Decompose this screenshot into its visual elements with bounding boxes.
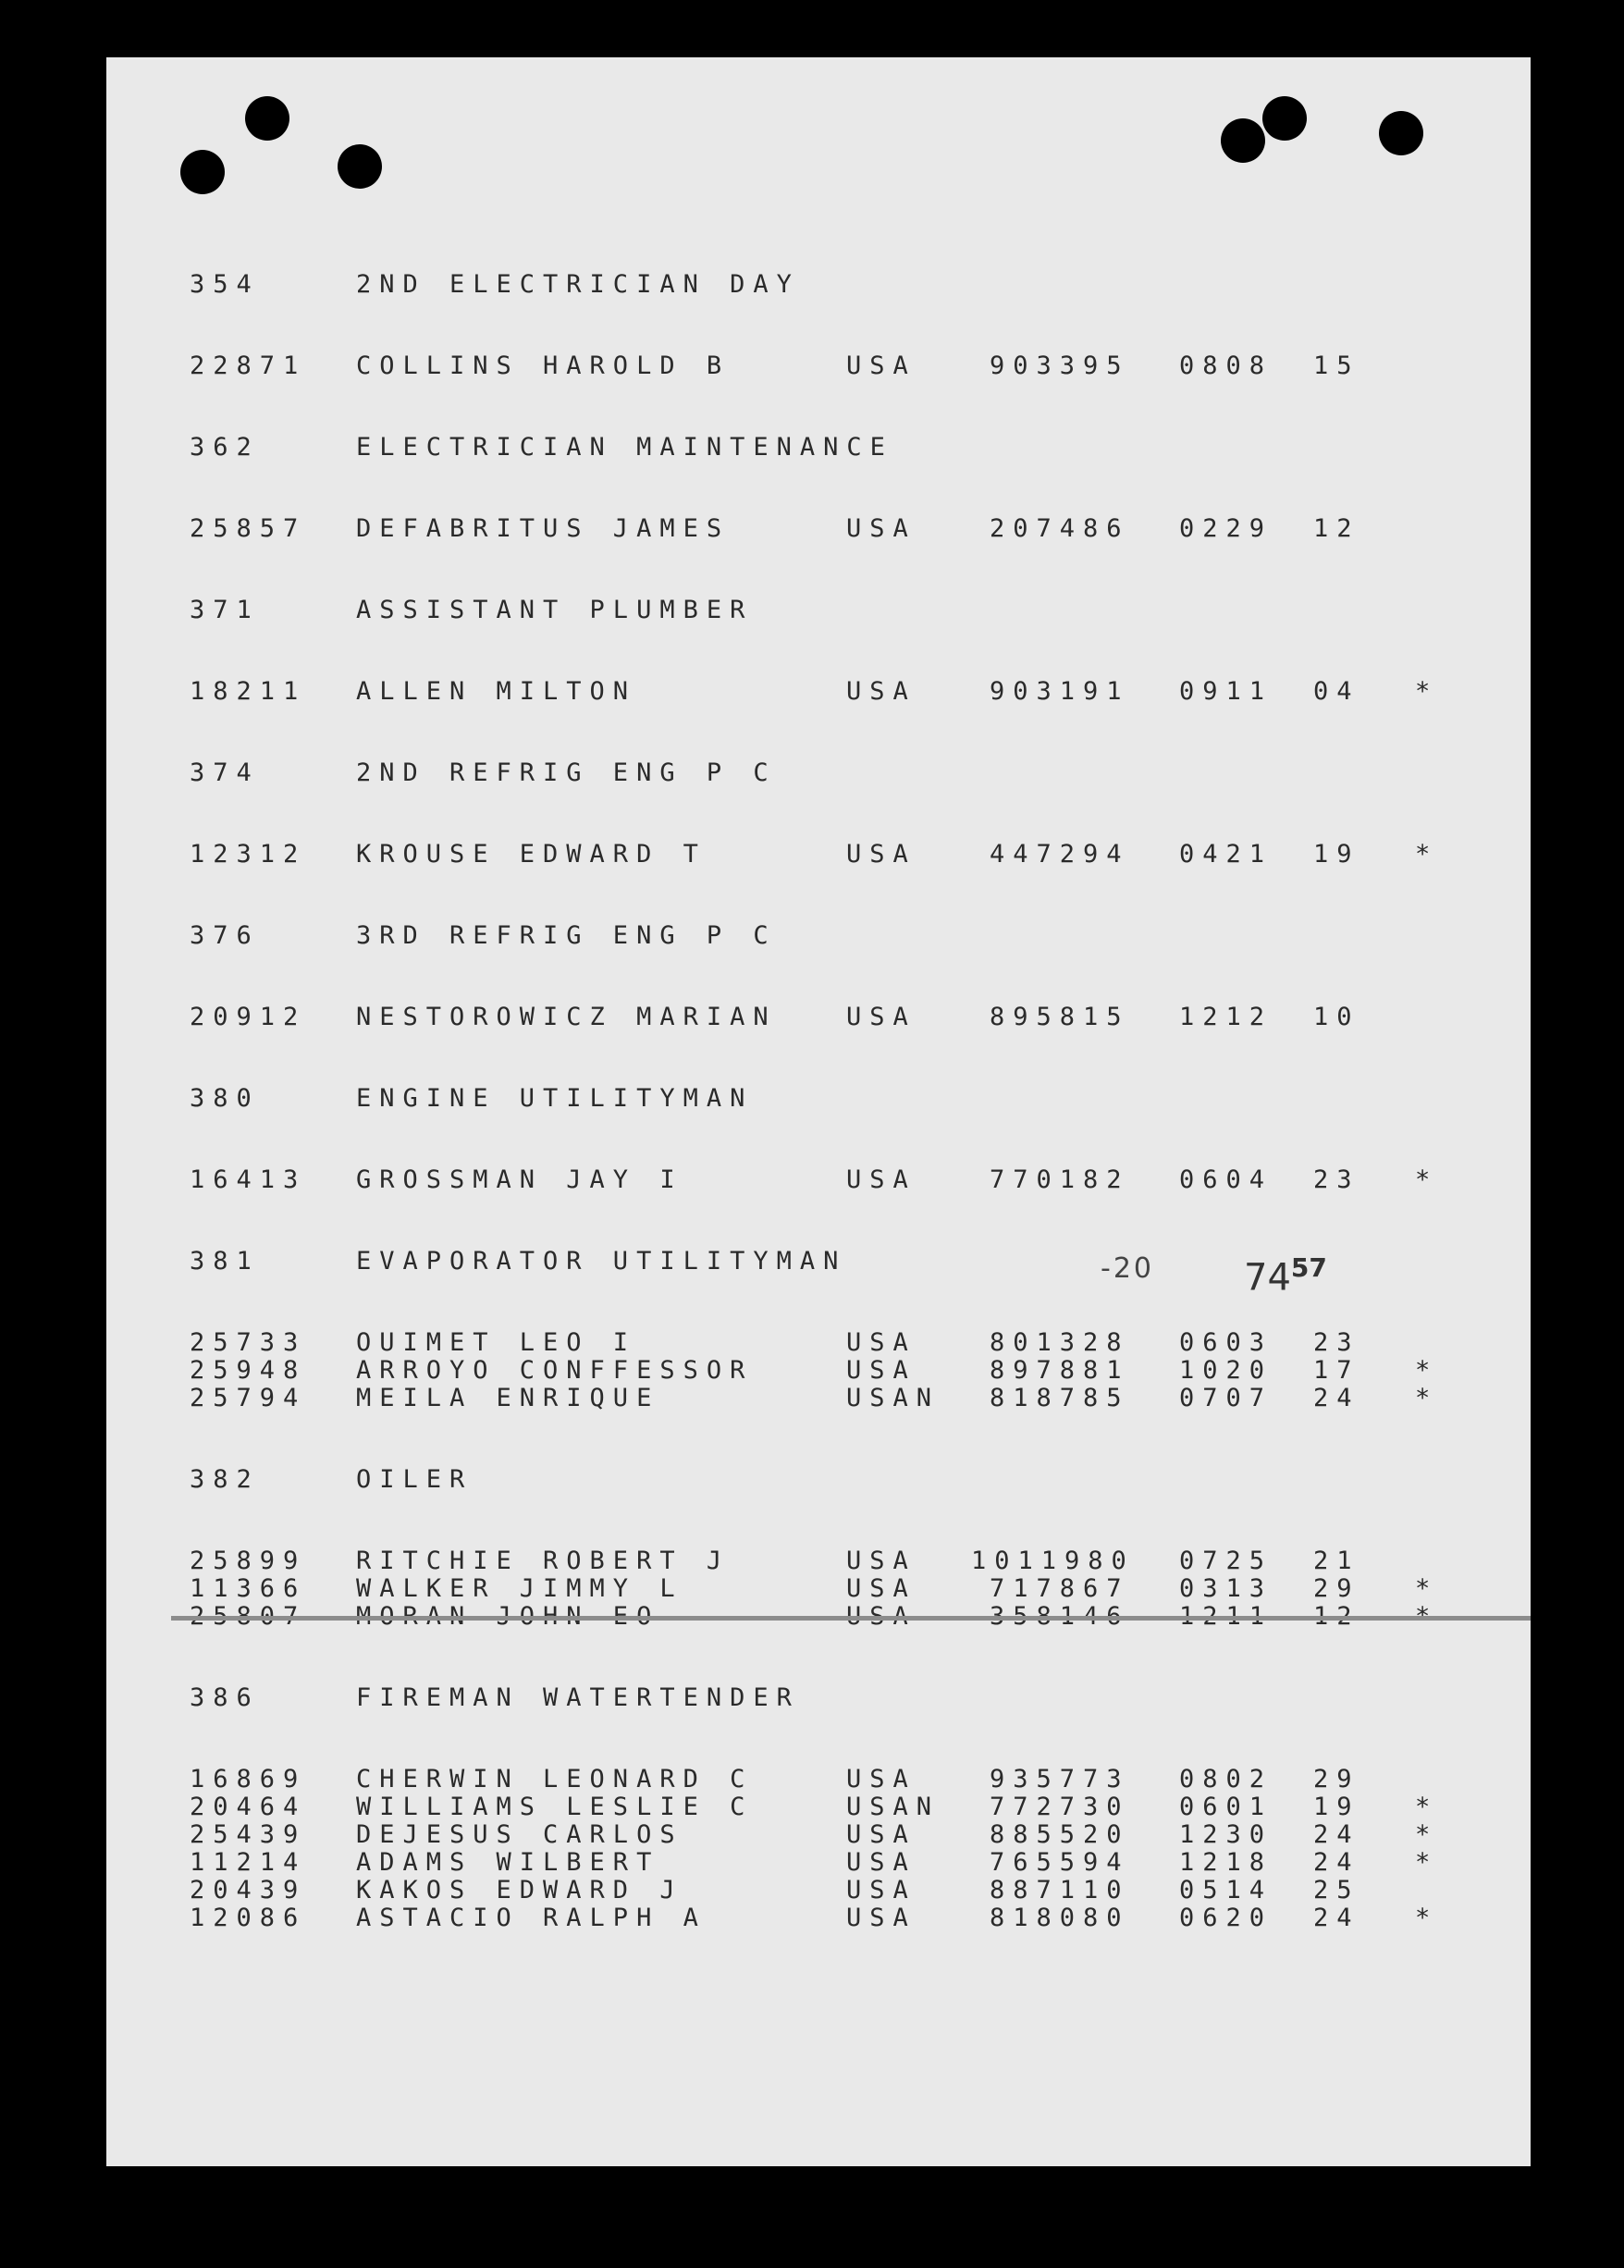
crew-id: 20912 bbox=[190, 1003, 307, 1031]
crew-country: USA bbox=[846, 1547, 917, 1575]
crew-name: ADAMS WILBERT bbox=[356, 1848, 660, 1877]
handwritten-note bbox=[1244, 1252, 1327, 1299]
crew-name: GROSSMAN JAY I bbox=[356, 1165, 683, 1194]
crew-number: 885520 bbox=[990, 1820, 1130, 1849]
crew-id: 16413 bbox=[190, 1165, 307, 1194]
crew-name: ARROYO CONFFESSOR bbox=[356, 1356, 754, 1385]
section-title: ASSISTANT PLUMBER bbox=[356, 596, 754, 624]
section-code: 386 bbox=[190, 1683, 260, 1712]
crew-date: 0707 bbox=[1179, 1384, 1273, 1412]
crew-mark: * bbox=[1415, 1820, 1439, 1849]
section-header bbox=[106, 433, 893, 466]
crew-id: 16869 bbox=[190, 1765, 307, 1793]
section-title: OILER bbox=[356, 1465, 474, 1494]
crew-id: 20464 bbox=[190, 1793, 307, 1821]
crew-number: 765594 bbox=[990, 1848, 1130, 1877]
crew-number: 207486 bbox=[990, 514, 1130, 543]
crew-row bbox=[106, 1904, 1439, 1937]
crew-number: 935773 bbox=[990, 1765, 1130, 1793]
crew-date: 0620 bbox=[1179, 1904, 1273, 1932]
crew-country: USA bbox=[846, 1904, 917, 1932]
crew-country: USA bbox=[846, 351, 917, 380]
section-header bbox=[106, 1247, 847, 1280]
crew-mark: * bbox=[1415, 677, 1439, 706]
section-title: 2ND ELECTRICIAN DAY bbox=[356, 270, 800, 299]
section-title: ENGINE UTILITYMAN bbox=[356, 1084, 754, 1113]
crew-country: USA bbox=[846, 1574, 917, 1603]
crew-name: KAKOS EDWARD J bbox=[356, 1876, 683, 1904]
crew-name: RITCHIE ROBERT J bbox=[356, 1547, 731, 1575]
crew-row bbox=[106, 514, 1360, 548]
crew-name: DEFABRITUS JAMES bbox=[356, 514, 731, 543]
crew-country: USA bbox=[846, 1876, 917, 1904]
crew-row bbox=[106, 840, 1439, 873]
crew-mark: * bbox=[1415, 1848, 1439, 1877]
crew-id: 22871 bbox=[190, 351, 307, 380]
crew-name: CHERWIN LEONARD C bbox=[356, 1765, 754, 1793]
crew-value: 12 bbox=[1313, 514, 1360, 543]
section-title: ELECTRICIAN MAINTENANCE bbox=[356, 433, 893, 462]
crew-date: 0725 bbox=[1179, 1547, 1273, 1575]
crew-date: 1218 bbox=[1179, 1848, 1273, 1877]
section-title: EVAPORATOR UTILITYMAN bbox=[356, 1247, 847, 1276]
crew-name: COLLINS HAROLD B bbox=[356, 351, 731, 380]
crew-value: 29 bbox=[1313, 1765, 1360, 1793]
crew-country: USA bbox=[846, 514, 917, 543]
crew-value: 24 bbox=[1313, 1384, 1360, 1412]
section-code: 371 bbox=[190, 596, 260, 624]
section-header bbox=[106, 1683, 800, 1717]
crew-country: USA bbox=[846, 1820, 917, 1849]
section-code: 376 bbox=[190, 921, 260, 950]
crew-date: 0911 bbox=[1179, 677, 1273, 706]
crew-id: 25899 bbox=[190, 1547, 307, 1575]
crew-id: 12086 bbox=[190, 1904, 307, 1932]
crew-number: 887110 bbox=[990, 1876, 1130, 1904]
crew-name: NESTOROWICZ MARIAN bbox=[356, 1003, 777, 1031]
crew-country: USA bbox=[846, 1003, 917, 1031]
crew-name: ASTACIO RALPH A bbox=[356, 1904, 707, 1932]
section-header bbox=[106, 1084, 754, 1117]
crew-date: 0514 bbox=[1179, 1876, 1273, 1904]
crew-number: 818080 bbox=[990, 1904, 1130, 1932]
crew-mark: * bbox=[1415, 1574, 1439, 1603]
punch-hole bbox=[245, 96, 289, 141]
crew-country: USA bbox=[846, 1328, 917, 1357]
crew-mark: * bbox=[1415, 1384, 1439, 1412]
crew-mark: * bbox=[1415, 1793, 1439, 1821]
crew-name: MEILA ENRIQUE bbox=[356, 1384, 660, 1412]
crew-id: 25948 bbox=[190, 1356, 307, 1385]
crew-value: 24 bbox=[1313, 1820, 1360, 1849]
crew-name: KROUSE EDWARD T bbox=[356, 840, 707, 869]
handwritten-note-superscript: 57 bbox=[1290, 1252, 1327, 1283]
crew-country: USA bbox=[846, 840, 917, 869]
section-header bbox=[106, 270, 800, 303]
crew-row bbox=[106, 351, 1360, 385]
section-header bbox=[106, 596, 754, 629]
section-code: 362 bbox=[190, 433, 260, 462]
crew-country: USA bbox=[846, 677, 917, 706]
crew-country: USA bbox=[846, 1165, 917, 1194]
crew-date: 0802 bbox=[1179, 1765, 1273, 1793]
punch-hole bbox=[338, 144, 382, 189]
crew-row bbox=[106, 1003, 1360, 1036]
section-header bbox=[106, 921, 777, 955]
crew-date: 1230 bbox=[1179, 1820, 1273, 1849]
document-page bbox=[106, 57, 1531, 2166]
crew-id: 25857 bbox=[190, 514, 307, 543]
punch-hole bbox=[1221, 118, 1265, 163]
crew-name: ALLEN MILTON bbox=[356, 677, 637, 706]
crew-date: 0604 bbox=[1179, 1165, 1273, 1194]
crew-row bbox=[106, 677, 1439, 710]
crew-number: 717867 bbox=[990, 1574, 1130, 1603]
crew-number: 801328 bbox=[990, 1328, 1130, 1357]
section-title: 3RD REFRIG ENG P C bbox=[356, 921, 777, 950]
crew-value: 10 bbox=[1313, 1003, 1360, 1031]
crew-row bbox=[106, 1384, 1439, 1417]
crew-value: 23 bbox=[1313, 1165, 1360, 1194]
crew-number: 895815 bbox=[990, 1003, 1130, 1031]
crew-date: 0603 bbox=[1179, 1328, 1273, 1357]
crew-number: 772730 bbox=[990, 1793, 1130, 1821]
punch-hole bbox=[1262, 96, 1307, 141]
section-title: 2ND REFRIG ENG P C bbox=[356, 758, 777, 787]
crew-date: 1020 bbox=[1179, 1356, 1273, 1385]
crew-id: 20439 bbox=[190, 1876, 307, 1904]
crew-value: 15 bbox=[1313, 351, 1360, 380]
smudge-mark: -20 bbox=[1101, 1252, 1154, 1285]
crew-id: 11214 bbox=[190, 1848, 307, 1877]
crew-number: 903191 bbox=[990, 677, 1130, 706]
crew-country: USA bbox=[846, 1356, 917, 1385]
punch-hole bbox=[1379, 111, 1423, 155]
crew-name: WILLIAMS LESLIE C bbox=[356, 1793, 754, 1821]
crew-name: OUIMET LEO I bbox=[356, 1328, 637, 1357]
crew-number: 897881 bbox=[990, 1356, 1130, 1385]
crew-number: 903395 bbox=[990, 351, 1130, 380]
crew-value: 04 bbox=[1313, 677, 1360, 706]
crew-name: WALKER JIMMY L bbox=[356, 1574, 683, 1603]
crew-value: 25 bbox=[1313, 1876, 1360, 1904]
crew-id: 18211 bbox=[190, 677, 307, 706]
crew-id: 25439 bbox=[190, 1820, 307, 1849]
crew-row bbox=[106, 1165, 1439, 1199]
crew-date: 0808 bbox=[1179, 351, 1273, 380]
crew-value: 19 bbox=[1313, 840, 1360, 869]
crew-value: 24 bbox=[1313, 1904, 1360, 1932]
crew-date: 1212 bbox=[1179, 1003, 1273, 1031]
section-code: 354 bbox=[190, 270, 260, 299]
crew-id: 11366 bbox=[190, 1574, 307, 1603]
section-title: FIREMAN WATERTENDER bbox=[356, 1683, 800, 1712]
crew-value: 17 bbox=[1313, 1356, 1360, 1385]
crew-mark: * bbox=[1415, 1904, 1439, 1932]
crew-date: 0421 bbox=[1179, 840, 1273, 869]
crew-country: USA bbox=[846, 1765, 917, 1793]
crew-date: 0601 bbox=[1179, 1793, 1273, 1821]
section-code: 380 bbox=[190, 1084, 260, 1113]
handwritten-note-main: 74 bbox=[1244, 1256, 1291, 1300]
crew-id: 25733 bbox=[190, 1328, 307, 1357]
crew-value: 19 bbox=[1313, 1793, 1360, 1821]
section-code: 374 bbox=[190, 758, 260, 787]
crew-number: 770182 bbox=[990, 1165, 1130, 1194]
section-code: 381 bbox=[190, 1247, 260, 1276]
crew-value: 24 bbox=[1313, 1848, 1360, 1877]
crew-value: 23 bbox=[1313, 1328, 1360, 1357]
crew-name: DEJESUS CARLOS bbox=[356, 1820, 683, 1849]
crew-country: USA bbox=[846, 1848, 917, 1877]
crew-country: USAN bbox=[846, 1793, 941, 1821]
punch-hole bbox=[180, 150, 225, 194]
crew-date: 0313 bbox=[1179, 1574, 1273, 1603]
crew-number: 818785 bbox=[990, 1384, 1130, 1412]
crew-value: 29 bbox=[1313, 1574, 1360, 1603]
section-code: 382 bbox=[190, 1465, 260, 1494]
crew-mark: * bbox=[1415, 1356, 1439, 1385]
crew-date: 0229 bbox=[1179, 514, 1273, 543]
crew-value: 21 bbox=[1313, 1547, 1360, 1575]
crew-number: 447294 bbox=[990, 840, 1130, 869]
crew-mark: * bbox=[1415, 1165, 1439, 1194]
section-header bbox=[106, 1465, 474, 1498]
crew-country: USAN bbox=[846, 1384, 941, 1412]
strikethrough-line bbox=[171, 1616, 1531, 1621]
section-header bbox=[106, 758, 777, 792]
crew-id: 25794 bbox=[190, 1384, 307, 1412]
crew-mark: * bbox=[1415, 840, 1439, 869]
crew-id: 12312 bbox=[190, 840, 307, 869]
crew-number: 1011980 bbox=[971, 1547, 1135, 1575]
